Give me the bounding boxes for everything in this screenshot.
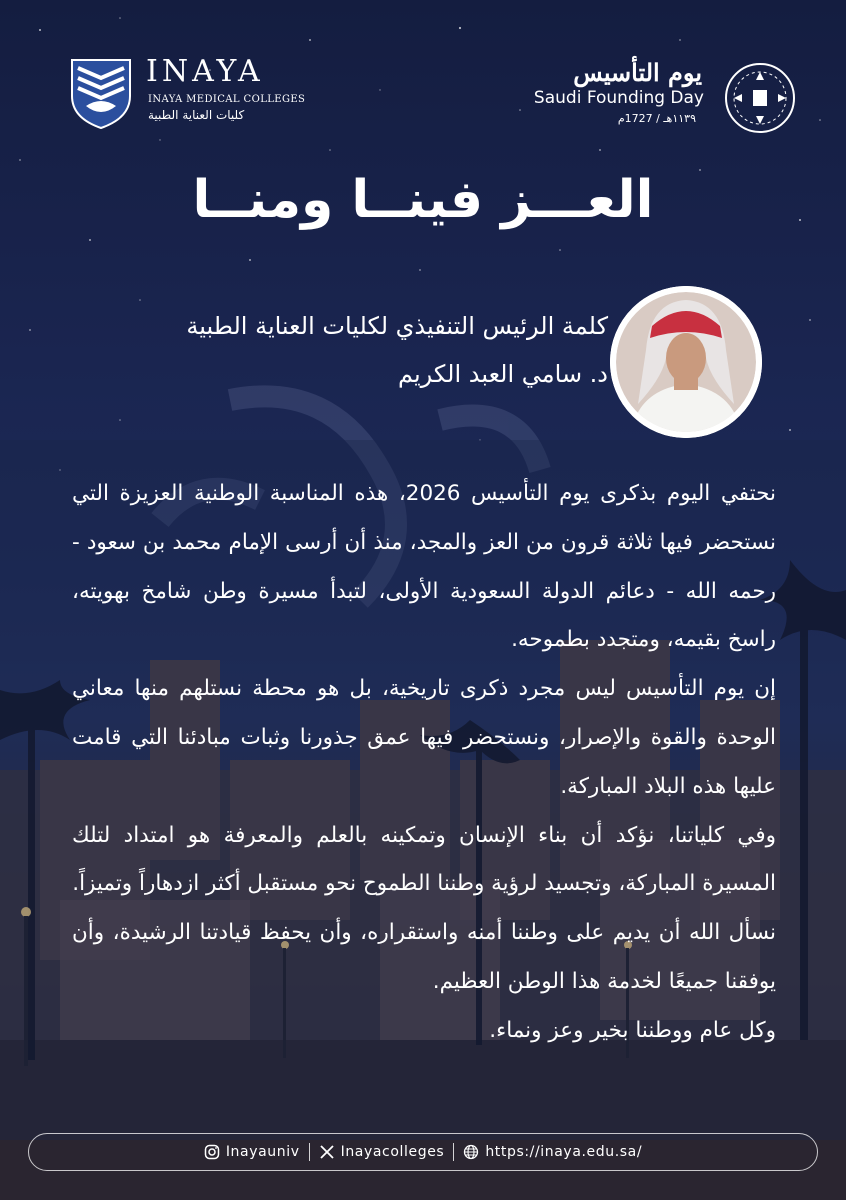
instagram-icon [204,1144,220,1160]
x-icon [319,1144,335,1160]
footer-divider [453,1143,454,1161]
inaya-logo[interactable] [68,54,306,132]
inaya-arabic-name: كليات العناية الطبية [148,108,245,122]
globe-icon [463,1144,479,1160]
footer-links [28,1133,818,1171]
instagram-link[interactable] [204,1144,300,1160]
paragraph-3: وفي كلياتنا، نؤكد أن بناء الإنسان وتمكينه بالعلم والمعرفة هو امتداد لتلك المسيرة المباركة، وتجسيد لرؤية وطننا الطموح نحو مستقبل أكثر ازدهاراً وتميزاً. [72,822,776,897]
website-link[interactable] [463,1144,642,1160]
speaker-avatar [610,286,762,438]
speaker-title: كلمة الرئيس التنفيذي لكليات العناية الطبية [186,312,608,340]
instagram-handle: Inayauniv [225,1144,300,1160]
founding-day-years: ١١٣٩هـ / 1727م [617,112,696,125]
paragraph-4: نسأل الله أن يديم على وطننا أمنه واستقراره، وأن يحفظ قيادتنا الرشيدة، وأن يوفقنا جميعًا لخدمة هذا الوطن العظيم. [72,920,776,994]
footer-divider [309,1143,310,1161]
founding-day-logo [533,58,800,134]
website-url: https://inaya.edu.sa/ [485,1144,643,1160]
x-link[interactable] [319,1144,445,1160]
founding-day-seal-icon [720,58,800,138]
inaya-subtitle: INAYA MEDICAL COLLEGES [148,94,306,105]
paragraph-2: إن يوم التأسيس ليس مجرد ذكرى تاريخية، بل هو محطة نستلهم منها معاني الوحدة والقوة والإصرار، ونستحضر فيها عمق جذورنا وثبات مبادئنا التي قامت عليها هذه البلاد المباركة. [72,676,776,799]
inaya-shield-icon [68,56,134,130]
message-body [72,470,776,1056]
headline: العـــز فينــا ومنــا [192,170,654,230]
founding-day-english: Saudi Founding Day [533,88,704,108]
paragraph-5: وكل عام ووطننا بخير وعز ونماء. [489,1017,776,1043]
x-handle: Inayacolleges [340,1144,445,1160]
founding-day-arabic: يوم التأسيس [573,58,702,87]
speaker-name: د. سامي العبد الكريم [397,360,608,388]
paragraph-1: نحتفي اليوم بذكرى يوم التأسيس 2026، هذه المناسبة الوطنية العزيزة التي نستحضر فيها ثلاثة قرون من العز والمجد، منذ أن أرسى الإمام محمد بن سعود - رحمه الله - دعائم الدولة السعودية الأولى، لتبدأ مسيرة وطن شامخ بهويته، راسخ بقيمه، ومتجدد بطموحه. [72,481,776,653]
inaya-wordmark: INAYA [146,54,264,89]
